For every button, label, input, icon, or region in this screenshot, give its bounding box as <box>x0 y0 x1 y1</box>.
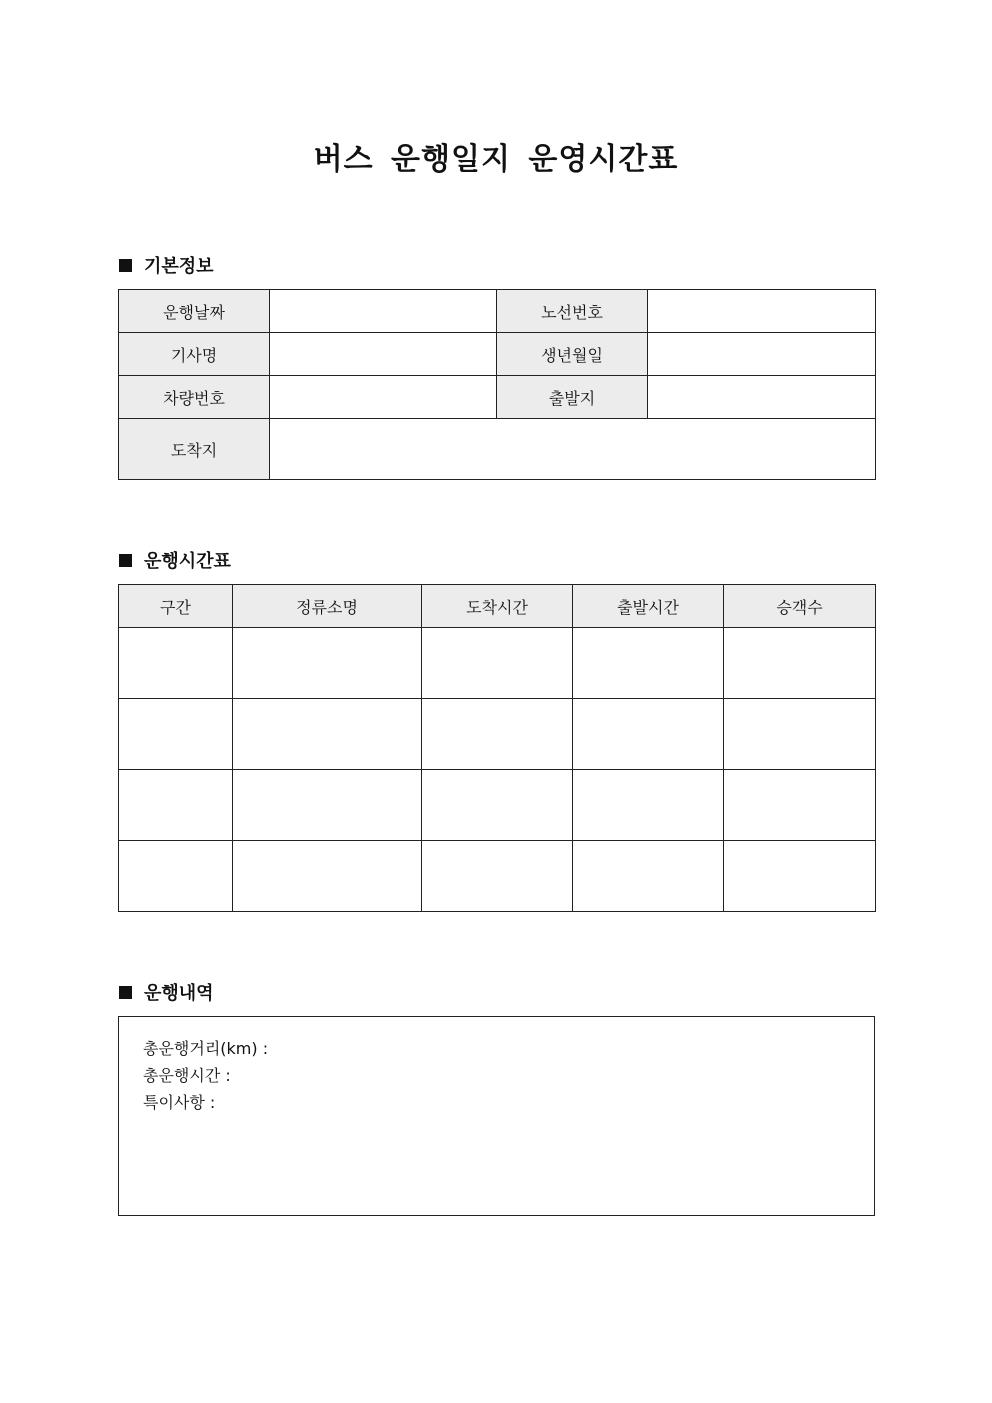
birth-date-field[interactable] <box>648 333 876 376</box>
stop-name-cell[interactable] <box>233 628 422 699</box>
square-bullet-icon <box>119 554 132 567</box>
route-number-field[interactable] <box>648 290 876 333</box>
label-birth-date: 생년월일 <box>497 333 648 376</box>
arrival-time-cell[interactable] <box>422 628 573 699</box>
remarks-line <box>143 1093 220 1113</box>
total-distance-line <box>143 1039 273 1059</box>
section-heading-label: 기본정보 <box>144 256 214 277</box>
table-row <box>119 699 876 770</box>
table-row <box>119 333 876 376</box>
stop-name-cell[interactable] <box>233 699 422 770</box>
section-cell[interactable] <box>119 699 233 770</box>
section-cell[interactable] <box>119 841 233 912</box>
table-header-row <box>119 585 876 628</box>
total-time-line <box>143 1066 236 1086</box>
arrival-time-cell[interactable] <box>422 770 573 841</box>
table-row <box>119 376 876 419</box>
table-row <box>119 770 876 841</box>
section-cell[interactable] <box>119 770 233 841</box>
square-bullet-icon <box>119 986 132 999</box>
summary-box[interactable] <box>118 1016 875 1216</box>
section-heading-schedule <box>119 548 231 572</box>
driver-name-field[interactable] <box>270 333 497 376</box>
label-departure: 출발지 <box>497 376 648 419</box>
departure-time-cell[interactable] <box>573 699 724 770</box>
label-destination: 도착지 <box>119 419 270 480</box>
page-title: 버스 운행일지 운영시간표 <box>313 142 679 177</box>
table-row <box>119 419 876 480</box>
column-header-arrival-time: 도착시간 <box>422 585 573 628</box>
arrival-time-cell[interactable] <box>422 699 573 770</box>
column-header-departure-time: 출발시간 <box>573 585 724 628</box>
remarks-label: 특이사항 : <box>143 1093 216 1112</box>
column-header-section: 구간 <box>119 585 233 628</box>
table-row <box>119 290 876 333</box>
vehicle-number-field[interactable] <box>270 376 497 419</box>
departure-time-cell[interactable] <box>573 770 724 841</box>
total-distance-label: 총운행거리(km) : <box>143 1039 269 1058</box>
arrival-time-cell[interactable] <box>422 841 573 912</box>
stop-name-cell[interactable] <box>233 841 422 912</box>
departure-field[interactable] <box>648 376 876 419</box>
section-heading-summary <box>119 980 214 1004</box>
basic-info-table <box>118 289 876 480</box>
label-route-number: 노선번호 <box>497 290 648 333</box>
departure-time-cell[interactable] <box>573 628 724 699</box>
departure-time-cell[interactable] <box>573 841 724 912</box>
passenger-count-cell[interactable] <box>724 770 876 841</box>
label-driving-date: 운행날짜 <box>119 290 270 333</box>
table-row <box>119 841 876 912</box>
stop-name-cell[interactable] <box>233 770 422 841</box>
section-heading-label: 운행내역 <box>144 983 214 1004</box>
section-cell[interactable] <box>119 628 233 699</box>
square-bullet-icon <box>119 259 132 272</box>
passenger-count-cell[interactable] <box>724 841 876 912</box>
total-time-label: 총운행시간 : <box>143 1066 231 1085</box>
passenger-count-cell[interactable] <box>724 699 876 770</box>
column-header-passenger-count: 승객수 <box>724 585 876 628</box>
schedule-table <box>118 584 876 912</box>
driving-date-field[interactable] <box>270 290 497 333</box>
section-heading-basic-info <box>119 253 214 277</box>
label-vehicle-number: 차량번호 <box>119 376 270 419</box>
label-driver-name: 기사명 <box>119 333 270 376</box>
column-header-stop-name: 정류소명 <box>233 585 422 628</box>
table-row <box>119 628 876 699</box>
passenger-count-cell[interactable] <box>724 628 876 699</box>
destination-field[interactable] <box>270 419 876 480</box>
section-heading-label: 운행시간표 <box>144 551 231 572</box>
